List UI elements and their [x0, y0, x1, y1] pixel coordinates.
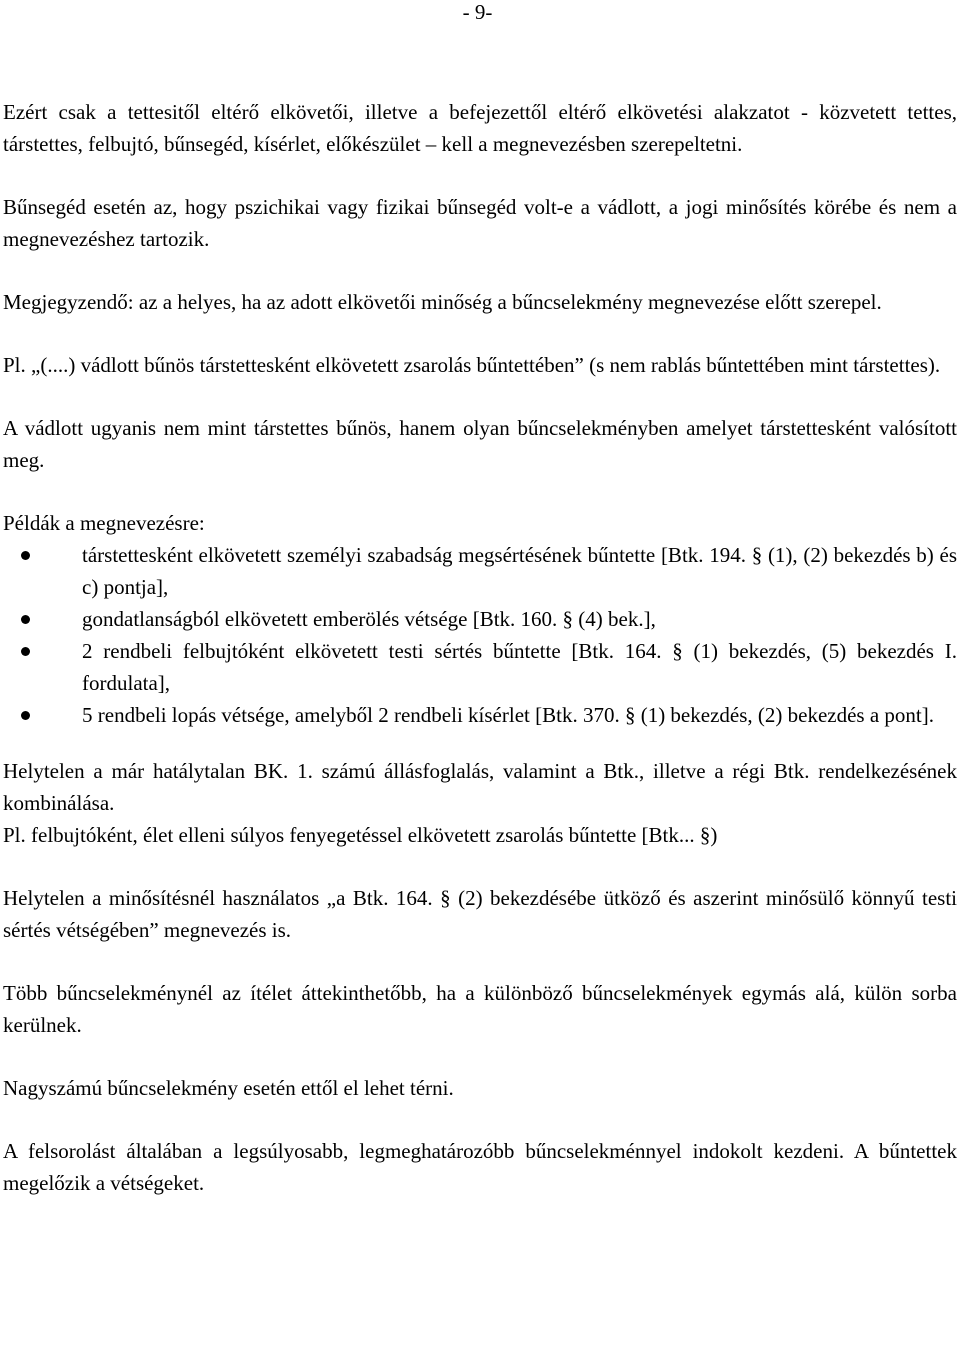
paragraph-explanation: A vádlott ugyanis nem mint társtettes bűnös, hanem olyan bűncselekményben amelyet társtettesként valósított meg.: [3, 416, 957, 472]
bullet-icon: [21, 711, 30, 720]
page-number: - 9-: [462, 0, 493, 24]
list-item: gondatlanságból elkövetett emberölés vétsége [Btk. 160. § (4) bek.],: [3, 603, 957, 635]
document-body: [3, 96, 957, 1199]
bullet-icon: [21, 615, 30, 624]
list-item: 2 rendbeli felbujtóként elkövetett testi sértés bűntette [Btk. 164. § (1) bekezdés, (5) bekezdés I. fordulata],: [3, 635, 957, 699]
bullet-icon: [21, 647, 30, 656]
paragraph-perpetrator-forms: Ezért csak a tettesitől eltérő elkövetői, illetve a befejezettől eltérő elkövetési alakzatot - közvetett tettes, társtettes, felbujtó, bűnsegéd, kísérlet, előkészület – kell a megnevezésben szerepeltetni.: [3, 100, 957, 156]
paragraph-accessory: Bűnsegéd esetén az, hogy pszichikai vagy fizikai bűnsegéd volt-e a vádlott, a jogi minősítés körébe és nem a megnevezéshez tartozik.: [3, 195, 957, 251]
paragraph-incorrect-example: Pl. felbujtóként, élet elleni súlyos fenyegetéssel elkövetett zsarolás bűntette [Btk... §): [3, 823, 718, 847]
bullet-icon: [21, 551, 30, 560]
examples-list: [3, 539, 957, 731]
paragraph-many-offences: Nagyszámú bűncselekmény esetén ettől el lehet térni.: [3, 1076, 454, 1100]
paragraph-incorrect-qualification: Helytelen a minősítésnél használatos „a Btk. 164. § (2) bekezdésébe ütköző és aszerint minősülő könnyű testi sértés vétségében” megnevezés is.: [3, 886, 957, 942]
paragraph-incorrect-combination: Helytelen a már hatálytalan BK. 1. számú állásfoglalás, valamint a Btk., illetve a régi Btk. rendelkezésének kombinálása.: [3, 759, 957, 815]
paragraph-example-extortion: Pl. „(....) vádlott bűnös társtettesként elkövetett zsarolás bűntettében” (s nem rablás bűntettében mint társtettes).: [3, 353, 941, 377]
list-item: 5 rendbeli lopás vétsége, amelyből 2 rendbeli kísérlet [Btk. 370. § (1) bekezdés, (2) bekezdés a pont].: [3, 699, 957, 731]
list-item: társtettesként elkövetett személyi szabadság megsértésének bűntette [Btk. 194. § (1), (2) bekezdés b) és c) pontja],: [3, 539, 957, 603]
paragraph-ordering: A felsorolást általában a legsúlyosabb, legmeghatározóbb bűncselekménnyel indokolt kezdeni. A bűntettek megelőzik a vétségeket.: [3, 1139, 957, 1195]
paragraph-multiple-offences: Több bűncselekménynél az ítélet áttekinthetőbb, ha a különböző bűncselekmények egymás alá, külön sorba kerülnek.: [3, 981, 957, 1037]
examples-intro: Példák a megnevezésre:: [3, 511, 205, 535]
paragraph-note: Megjegyzendő: az a helyes, ha az adott elkövetői minőség a bűncselekmény megnevezése előtt szerepel.: [3, 290, 882, 314]
